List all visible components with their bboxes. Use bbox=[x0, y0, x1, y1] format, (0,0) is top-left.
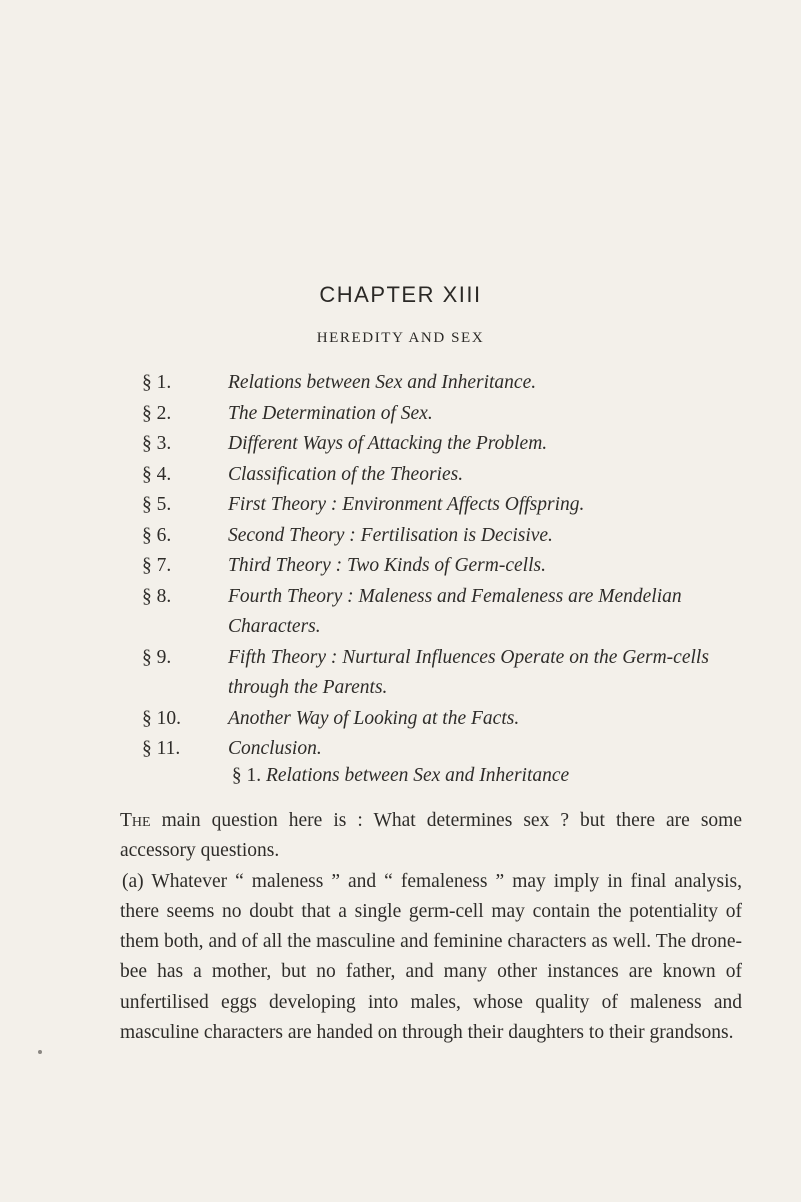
toc-entry bbox=[142, 734, 742, 765]
body-paragraph: (a) Whatever “ maleness ” and “ femaleness ” may imply in final analysis, there seems no doubt that a single germ-cell may contain the potentiality of them both, and of all the masculine and feminine characters as well. The drone-bee has a mother, but no father, and many other instances are known of unfertilised eggs developing into males, whose quality of maleness and masculine characters are handed on through their daughters to their grandsons. bbox=[120, 870, 742, 1044]
section-heading-number: § 1. bbox=[231, 765, 262, 786]
paragraph-text: main question here is : What determines sex ? but there are some accessory questions. bbox=[120, 810, 743, 862]
toc-section-number: § 9. bbox=[142, 646, 172, 668]
toc-section-title: Fifth Theory : Nurtural Influences Operate on the Germ-cells through the Parents. bbox=[228, 646, 709, 698]
toc-section-title: Third Theory : Two Kinds of Germ-cells. bbox=[228, 555, 546, 576]
toc-section-title: Second Theory : Fertilisation is Decisive. bbox=[228, 524, 553, 546]
toc-section-title: Relations between Sex and Inheritance. bbox=[228, 372, 537, 393]
toc-entry bbox=[142, 368, 742, 399]
toc-entry bbox=[142, 643, 742, 704]
toc-entry bbox=[142, 490, 742, 521]
body-text bbox=[120, 806, 742, 1048]
toc-section-number: § 3. bbox=[142, 433, 172, 454]
toc-section-number: § 6. bbox=[142, 524, 172, 546]
toc-entry bbox=[142, 582, 742, 643]
section-heading-title: Relations between Sex and Inheritance bbox=[265, 765, 570, 786]
toc-section-title: Different Ways of Attacking the Problem. bbox=[228, 433, 548, 454]
chapter-contents-list bbox=[142, 368, 742, 765]
toc-entry bbox=[142, 551, 742, 582]
toc-section-title: First Theory : Environment Affects Offspring. bbox=[228, 494, 585, 515]
toc-section-number: § 4. bbox=[142, 463, 172, 485]
chapter-subtitle: HEREDITY AND SEX bbox=[316, 330, 485, 346]
toc-section-number: § 10. bbox=[142, 707, 181, 729]
chapter-title: CHAPTER XIII bbox=[319, 282, 482, 307]
toc-entry bbox=[142, 429, 742, 460]
toc-section-number: § 2. bbox=[142, 402, 172, 424]
toc-entry bbox=[142, 521, 742, 552]
toc-section-number: § 5. bbox=[142, 494, 172, 515]
body-paragraph bbox=[120, 806, 742, 867]
toc-entry bbox=[142, 399, 742, 430]
toc-section-number: § 11. bbox=[142, 738, 181, 759]
toc-section-title: Fourth Theory : Maleness and Femaleness are Mendelian Characters. bbox=[228, 585, 682, 637]
toc-section-number: § 8. bbox=[142, 585, 172, 607]
toc-section-title: The Determination of Sex. bbox=[228, 402, 433, 424]
toc-section-number: § 1. bbox=[142, 372, 172, 393]
toc-section-title: Classification of the Theories. bbox=[228, 463, 464, 485]
page-speck-decoration bbox=[38, 1050, 42, 1054]
toc-section-title: Another Way of Looking at the Facts. bbox=[228, 707, 520, 729]
lead-word: The bbox=[120, 810, 151, 831]
section-heading bbox=[0, 762, 801, 790]
toc-section-title: Conclusion. bbox=[228, 738, 322, 759]
toc-entry bbox=[142, 704, 742, 735]
toc-section-number: § 7. bbox=[142, 555, 172, 576]
toc-entry bbox=[142, 460, 742, 491]
